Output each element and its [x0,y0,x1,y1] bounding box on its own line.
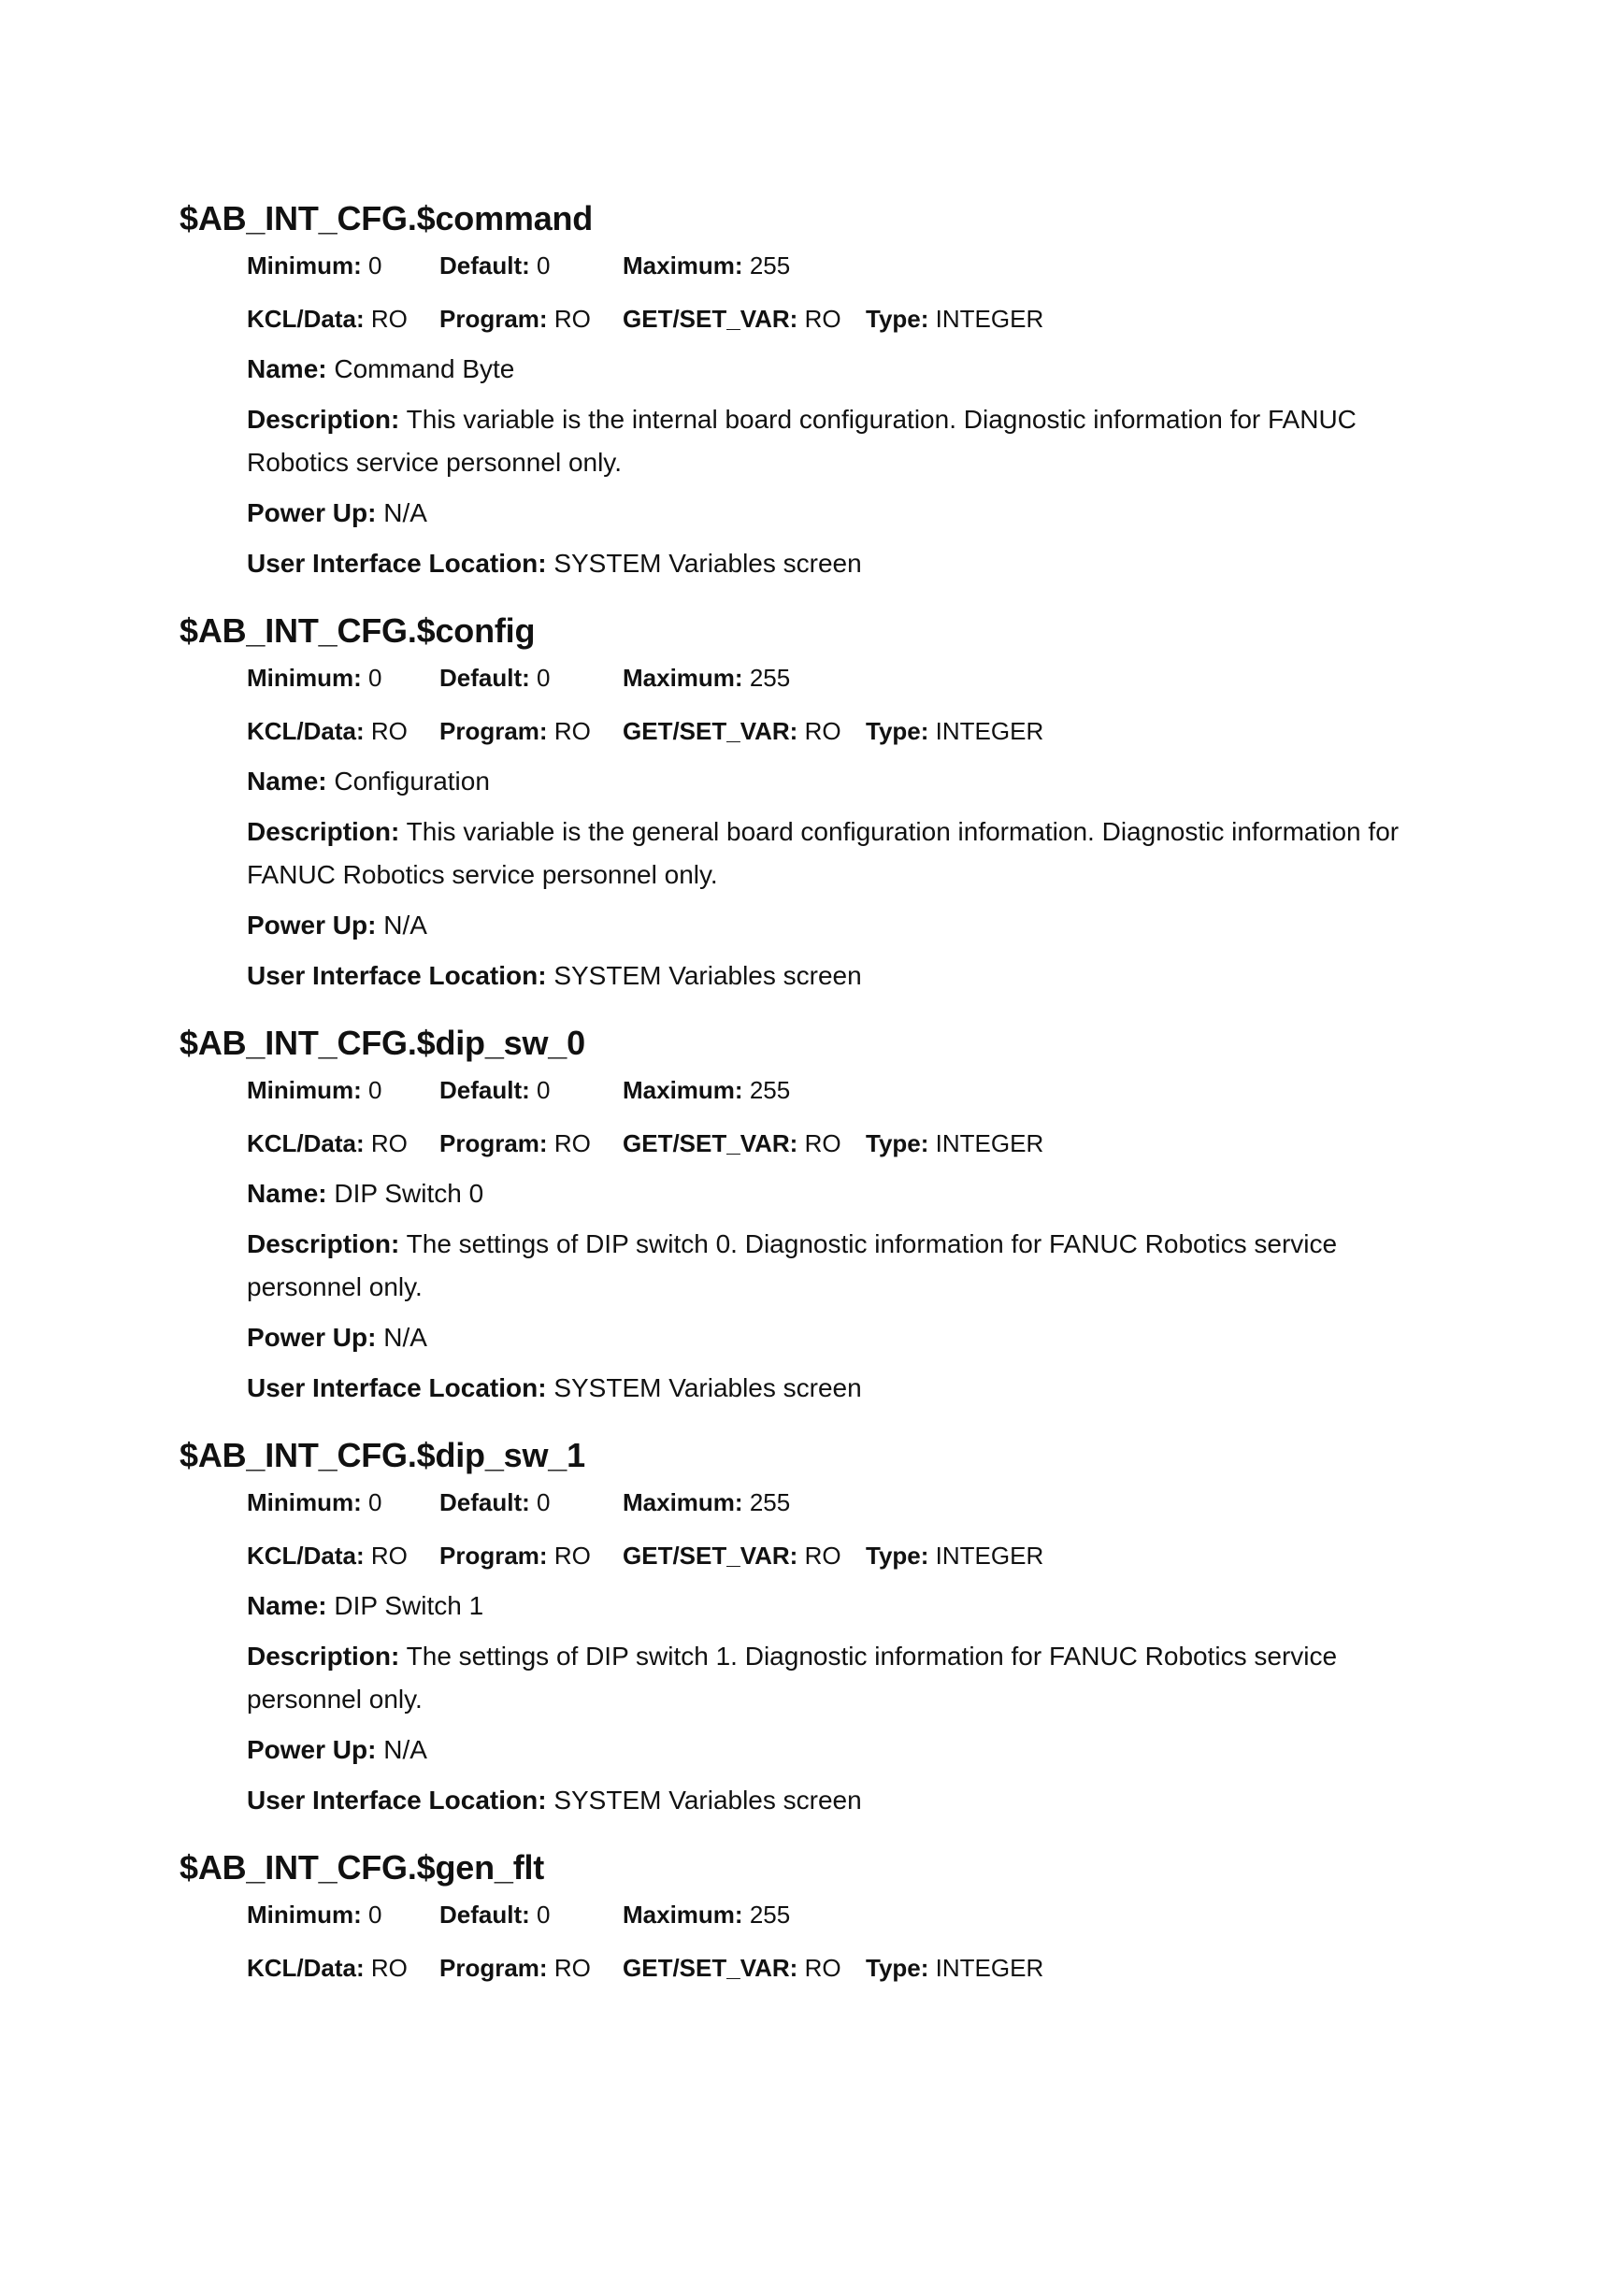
range-row [247,1066,1451,1118]
kcl-value: RO [370,1954,408,1982]
kcl-label: KCL/Data: [247,717,365,745]
uil-label: User Interface Location: [247,1786,547,1815]
default-label: Default: [439,1901,530,1929]
program-value: RO [553,717,591,745]
minimum-label: Minimum: [247,1488,362,1516]
variable-entry [180,196,1451,585]
minimum-value: 0 [368,1901,382,1929]
description-value: This variable is the internal board configuration. Diagnostic information for FANUC Robotics service personnel only. [247,405,1357,477]
getset-value: RO [804,305,841,333]
kcl-cell [247,294,439,344]
maximum-value: 255 [749,1076,791,1104]
description-value: The settings of DIP switch 1. Diagnostic information for FANUC Robotics service personnel only. [247,1642,1338,1714]
kcl-cell [247,1118,439,1169]
powerup-label: Power Up: [247,911,377,940]
maximum-label: Maximum: [623,1488,743,1516]
minimum-value: 0 [368,1488,382,1516]
default-label: Default: [439,1076,530,1104]
powerup-line [247,1729,1451,1772]
variable-body [247,1478,1451,1822]
getset-label: GET/SET_VAR: [623,1129,798,1157]
getset-label: GET/SET_VAR: [623,717,798,745]
default-value: 0 [537,251,551,280]
minimum-label: Minimum: [247,251,362,280]
getset-cell [623,1530,866,1581]
type-value: INTEGER [935,305,1044,333]
program-cell [439,1530,623,1581]
default-value: 0 [537,1076,551,1104]
description-label: Description: [247,405,400,434]
uil-value: SYSTEM Variables screen [553,1786,862,1815]
maximum-value: 255 [749,664,791,692]
kcl-cell [247,1943,439,1993]
minimum-cell [247,241,439,290]
access-row [247,1118,1451,1169]
minimum-value: 0 [368,664,382,692]
uil-line [247,1779,1451,1822]
program-cell [439,706,623,756]
type-cell [866,706,1043,756]
name-label: Name: [247,354,327,383]
powerup-value: N/A [383,1735,427,1764]
powerup-label: Power Up: [247,498,377,527]
minimum-cell [247,1890,439,1939]
variable-entry [180,609,1451,997]
kcl-label: KCL/Data: [247,1129,365,1157]
getset-label: GET/SET_VAR: [623,1542,798,1570]
type-cell [866,1118,1043,1169]
getset-value: RO [804,1954,841,1982]
getset-cell [623,1118,866,1169]
default-cell [439,1066,623,1114]
variable-title: $AB_INT_CFG.$dip_sw_0 [180,1024,585,1062]
maximum-cell [623,1478,875,1527]
access-row [247,294,1451,344]
uil-label: User Interface Location: [247,549,547,578]
getset-value: RO [804,1542,841,1570]
name-value: Command Byte [334,354,515,383]
kcl-value: RO [370,305,408,333]
type-label: Type: [866,1542,929,1570]
maximum-cell [623,1066,875,1114]
minimum-value: 0 [368,251,382,280]
variable-title: $AB_INT_CFG.$gen_flt [180,1848,545,1887]
default-value: 0 [537,1901,551,1929]
default-label: Default: [439,251,530,280]
name-label: Name: [247,1179,327,1208]
maximum-label: Maximum: [623,664,743,692]
powerup-line [247,904,1451,947]
program-label: Program: [439,1954,548,1982]
minimum-label: Minimum: [247,664,362,692]
description-line [247,398,1451,484]
name-value: Configuration [334,767,490,796]
uil-value: SYSTEM Variables screen [553,961,862,990]
range-row [247,1478,1451,1530]
access-row [247,1943,1451,1993]
range-row [247,1890,1451,1943]
maximum-label: Maximum: [623,251,743,280]
kcl-value: RO [370,717,408,745]
minimum-label: Minimum: [247,1076,362,1104]
type-cell [866,1943,1043,1993]
name-line [247,1585,1451,1628]
variable-body [247,241,1451,585]
uil-line [247,542,1451,585]
name-label: Name: [247,767,327,796]
type-label: Type: [866,1129,929,1157]
kcl-label: KCL/Data: [247,1954,365,1982]
maximum-value: 255 [749,1488,791,1516]
program-value: RO [553,1542,591,1570]
description-label: Description: [247,817,400,846]
name-value: DIP Switch 0 [334,1179,484,1208]
getset-cell [623,1943,866,1993]
program-cell [439,294,623,344]
type-value: INTEGER [935,717,1044,745]
powerup-value: N/A [383,911,427,940]
kcl-cell [247,1530,439,1581]
default-cell [439,1890,623,1939]
name-label: Name: [247,1591,327,1620]
program-label: Program: [439,1542,548,1570]
powerup-value: N/A [383,1323,427,1352]
access-row [247,706,1451,756]
getset-cell [623,294,866,344]
variable-entry [180,1021,1451,1410]
type-label: Type: [866,1954,929,1982]
powerup-label: Power Up: [247,1323,377,1352]
minimum-cell [247,1478,439,1527]
uil-label: User Interface Location: [247,1373,547,1402]
variable-title: $AB_INT_CFG.$command [180,199,594,237]
type-value: INTEGER [935,1542,1044,1570]
kcl-label: KCL/Data: [247,1542,365,1570]
maximum-value: 255 [749,1901,791,1929]
maximum-cell [623,241,875,290]
description-line [247,811,1451,897]
variable-title: $AB_INT_CFG.$dip_sw_1 [180,1436,585,1474]
default-value: 0 [537,664,551,692]
program-cell [439,1943,623,1993]
uil-value: SYSTEM Variables screen [553,1373,862,1402]
getset-value: RO [804,717,841,745]
program-label: Program: [439,1129,548,1157]
type-cell [866,1530,1043,1581]
powerup-label: Power Up: [247,1735,377,1764]
kcl-label: KCL/Data: [247,305,365,333]
program-cell [439,1118,623,1169]
name-value: DIP Switch 1 [334,1591,484,1620]
powerup-line [247,1316,1451,1359]
maximum-label: Maximum: [623,1076,743,1104]
range-row [247,241,1451,294]
powerup-line [247,492,1451,535]
type-value: INTEGER [935,1954,1044,1982]
access-row [247,1530,1451,1581]
getset-label: GET/SET_VAR: [623,1954,798,1982]
type-label: Type: [866,305,929,333]
name-line [247,1172,1451,1215]
getset-value: RO [804,1129,841,1157]
default-cell [439,653,623,702]
description-value: The settings of DIP switch 0. Diagnostic information for FANUC Robotics service personnel only. [247,1229,1338,1301]
description-line [247,1635,1451,1721]
variable-entry [180,1845,1451,1993]
minimum-label: Minimum: [247,1901,362,1929]
default-label: Default: [439,1488,530,1516]
default-value: 0 [537,1488,551,1516]
uil-line [247,954,1451,997]
getset-label: GET/SET_VAR: [623,305,798,333]
description-line [247,1223,1451,1309]
minimum-cell [247,1066,439,1114]
maximum-value: 255 [749,251,791,280]
variable-entry [180,1433,1451,1822]
minimum-value: 0 [368,1076,382,1104]
program-label: Program: [439,717,548,745]
maximum-label: Maximum: [623,1901,743,1929]
document-page [180,196,1451,1997]
default-cell [439,241,623,290]
program-label: Program: [439,305,548,333]
getset-cell [623,706,866,756]
program-value: RO [553,1129,591,1157]
maximum-cell [623,653,875,702]
kcl-value: RO [370,1129,408,1157]
default-cell [439,1478,623,1527]
minimum-cell [247,653,439,702]
variable-title: $AB_INT_CFG.$config [180,611,536,650]
program-value: RO [553,1954,591,1982]
default-label: Default: [439,664,530,692]
name-line [247,348,1451,391]
uil-value: SYSTEM Variables screen [553,549,862,578]
program-value: RO [553,305,591,333]
type-value: INTEGER [935,1129,1044,1157]
type-cell [866,294,1043,344]
type-label: Type: [866,717,929,745]
variable-body [247,1890,1451,1993]
powerup-value: N/A [383,498,427,527]
kcl-cell [247,706,439,756]
description-label: Description: [247,1642,400,1671]
uil-line [247,1367,1451,1410]
uil-label: User Interface Location: [247,961,547,990]
kcl-value: RO [370,1542,408,1570]
description-label: Description: [247,1229,400,1258]
range-row [247,653,1451,706]
variable-body [247,1066,1451,1410]
description-value: This variable is the general board configuration information. Diagnostic information for FANUC Robotics service personnel only. [247,817,1400,889]
name-line [247,760,1451,803]
maximum-cell [623,1890,875,1939]
variable-body [247,653,1451,997]
